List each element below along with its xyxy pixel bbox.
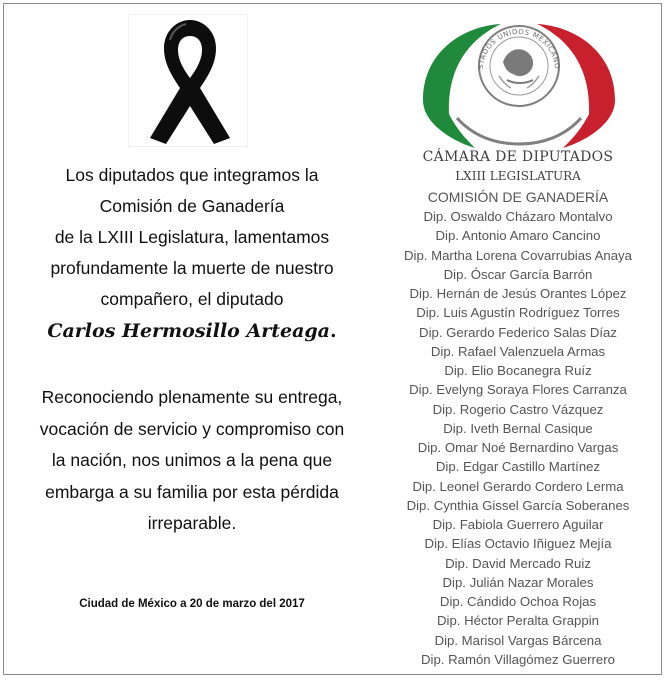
member-name: Dip. Rafael Valenzuela Armas bbox=[430, 343, 606, 359]
member-name: Dip. Leonel Gerardo Cordero Lerma bbox=[412, 478, 624, 494]
chamber-title: CÁMARA DE DIPUTADOS bbox=[422, 149, 614, 165]
text-line: compañero, el diputado bbox=[100, 289, 284, 309]
member-name: Dip. Evelyng Soraya Flores Carranza bbox=[409, 382, 627, 398]
member-name: Dip. Julián Nazar Morales bbox=[442, 574, 594, 590]
member-name: Dip. Hernán de Jesús Orantes López bbox=[409, 286, 627, 301]
member-name: Dip. Antonio Amaro Cancino bbox=[435, 228, 601, 244]
deceased-name-period: . bbox=[330, 320, 337, 342]
member-name: Dip. Elio Bocanegra Ruíz bbox=[444, 363, 592, 378]
deceased-name bbox=[8, 320, 376, 342]
members-list bbox=[380, 207, 656, 669]
member-name: Dip. Oswaldo Cházaro Montalvo bbox=[423, 209, 613, 224]
text-line: embarga a su familia por esta pérdida bbox=[45, 481, 339, 502]
member-name: Dip. Iveth Bernal Casique bbox=[443, 420, 593, 436]
text-line: vocación de servicio y compromiso con bbox=[39, 418, 345, 439]
text-line: Reconociendo plenamente su entrega, bbox=[41, 387, 343, 407]
member-name: Dip. Elías Octavio Iñiguez Mejía bbox=[424, 536, 612, 552]
mourning-ribbon-image bbox=[128, 14, 248, 147]
member-name: Dip. Óscar García Barrón bbox=[443, 266, 593, 282]
member-name: Dip. Omar Noé Bernardino Vargas bbox=[417, 440, 619, 455]
member-name: Dip. Héctor Peralta Grappin bbox=[437, 613, 599, 629]
text-line: Los diputados que integramos la bbox=[65, 165, 319, 185]
member-name: Dip. Rogerio Castro Vázquez bbox=[432, 401, 604, 417]
text-line: irreparable. bbox=[147, 513, 237, 533]
member-name: Dip. Cynthia Gissel García Soberanes bbox=[406, 497, 630, 513]
member-name: Dip. Martha Lorena Covarrubias Anaya bbox=[404, 247, 632, 263]
member-name: Dip. Cándido Ochoa Rojas bbox=[439, 594, 597, 609]
condolence-paragraph-1 bbox=[8, 160, 376, 315]
seal-arc-text: STADOS UNIDOS MEXICANO bbox=[476, 27, 562, 70]
member-name: Dip. David Mercado Ruiz bbox=[445, 555, 591, 571]
text-line: de la LXIII Legislatura, lamentamos bbox=[54, 227, 330, 247]
member-name: Dip. Luis Agustín Rodríguez Torres bbox=[416, 305, 620, 321]
deceased-name-text: Carlos Hermosillo Arteaga bbox=[47, 320, 330, 342]
legislature-title: LXIII LEGISLATURA bbox=[455, 169, 581, 183]
member-name: Dip. Marisol Vargas Bárcena bbox=[434, 632, 602, 648]
member-name: Dip. Gerardo Federico Salas Díaz bbox=[419, 324, 617, 340]
text-line: la nación, nos unimos a la pena que bbox=[51, 450, 333, 470]
condolence-paragraph-2 bbox=[8, 382, 376, 540]
member-name: Dip. Fabiola Guerrero Aguilar bbox=[432, 517, 604, 532]
member-name: Dip. Ramón Villagómez Guerrero bbox=[421, 651, 615, 667]
commission-title: COMISIÓN DE GANADERÍA bbox=[427, 189, 609, 205]
date-line: Ciudad de México a 20 de marzo del 2017 bbox=[79, 598, 305, 610]
text-line: Comisión de Ganadería bbox=[99, 196, 285, 216]
member-name: Dip. Edgar Castillo Martínez bbox=[435, 459, 601, 475]
camara-seal-logo bbox=[419, 18, 619, 150]
text-line: profundamente la muerte de nuestro bbox=[50, 258, 334, 278]
seal-graphic bbox=[419, 18, 619, 150]
black-ribbon-icon bbox=[128, 14, 248, 147]
